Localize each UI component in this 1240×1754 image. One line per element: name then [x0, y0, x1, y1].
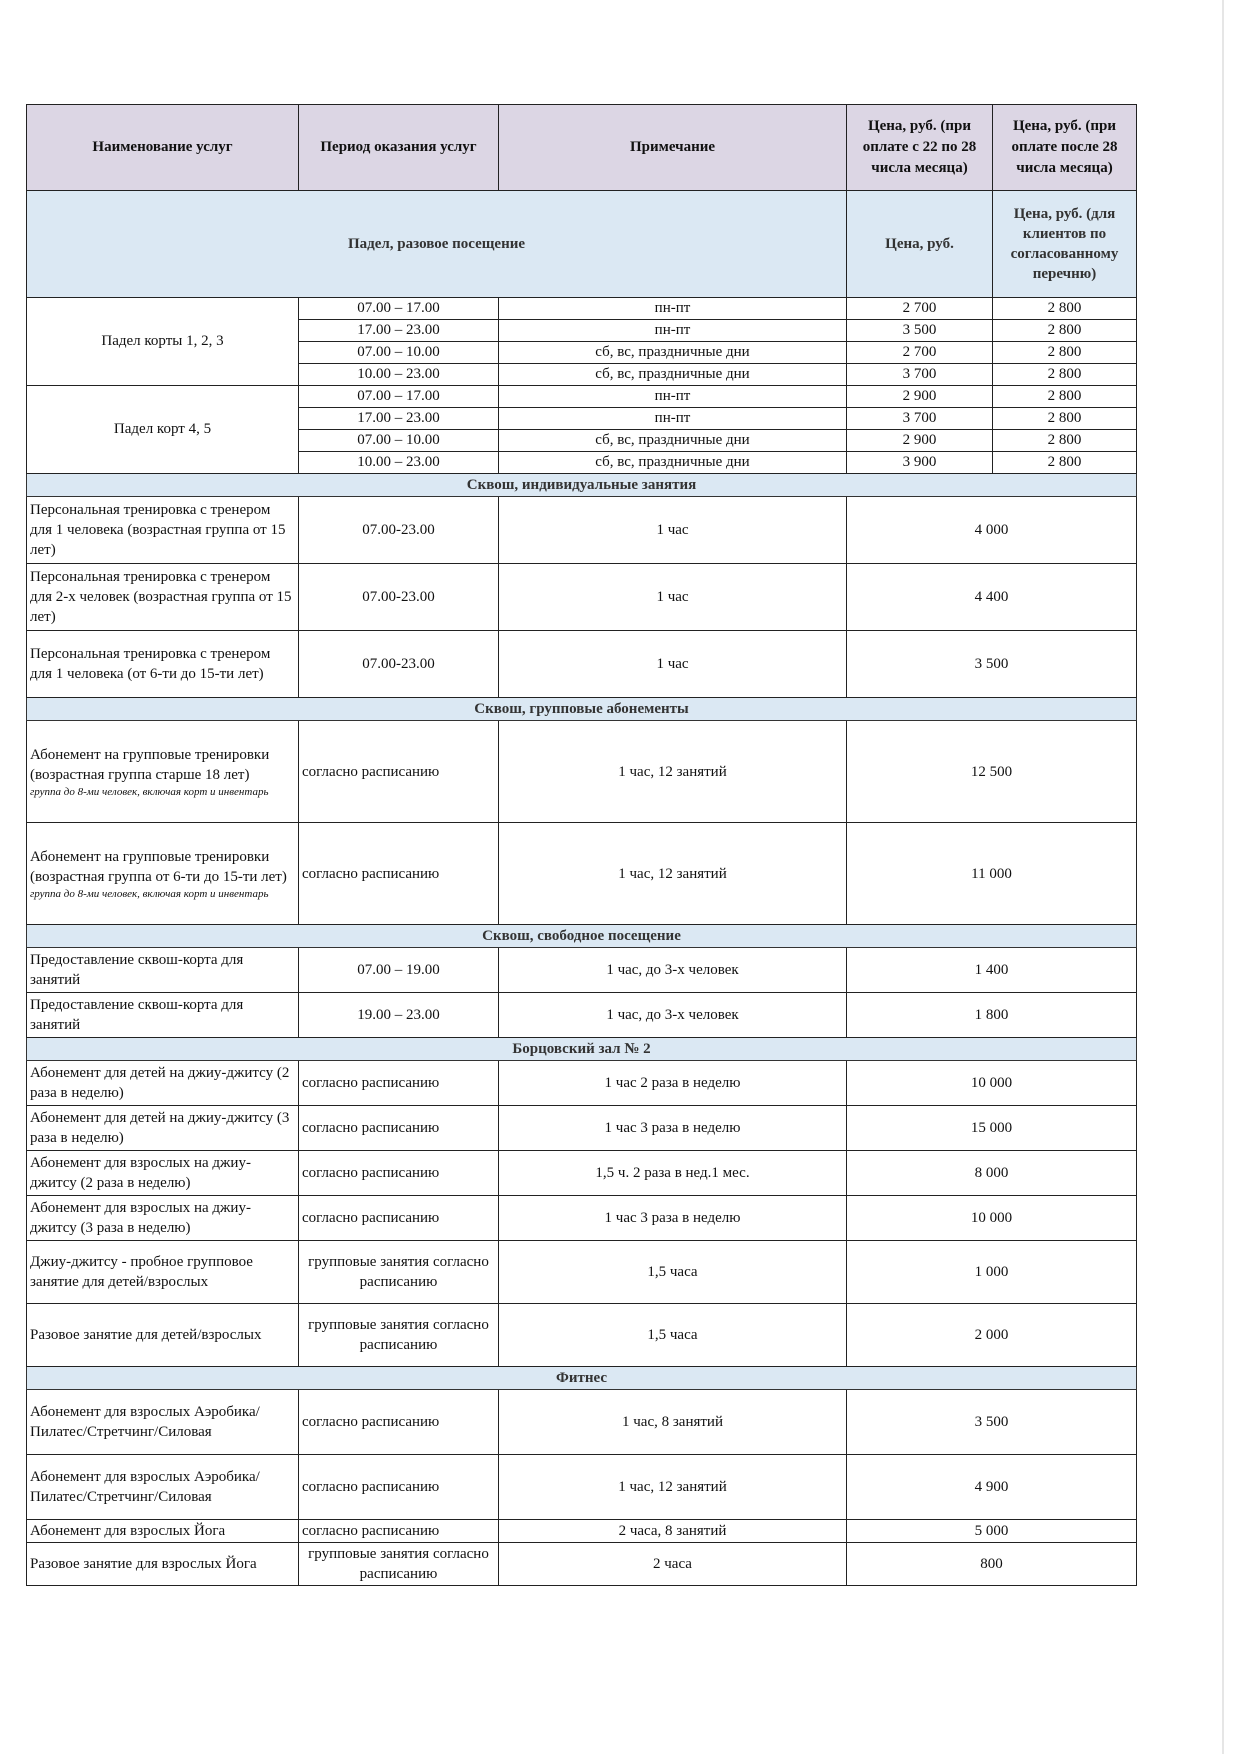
price-cell-2: 2 800: [993, 386, 1137, 408]
price-cell: 2 700: [847, 298, 993, 320]
service-name-cell: [27, 1106, 299, 1151]
wrestling-section-header: [27, 1038, 1137, 1061]
price-cell: 3 900: [847, 452, 993, 474]
price-cell: 3 500: [847, 631, 1137, 698]
scan-edge-line: [1222, 0, 1224, 1754]
table-row: [27, 993, 1137, 1038]
service-name-cell: [27, 1304, 299, 1367]
period-cell: групповые занятия согласно расписанию: [299, 1304, 499, 1367]
header-price-2: Цена, руб. (при оплате после 28 числа месяца): [993, 105, 1137, 191]
header-price-1: Цена, руб. (при оплате с 22 по 28 числа месяца): [847, 105, 993, 191]
service-name: Предоставление сквош-корта для занятий: [30, 997, 244, 1033]
service-name: Предоставление сквош-корта для занятий: [30, 952, 244, 988]
note-cell: 1,5 ч. 2 раза в нед.1 мес.: [499, 1151, 847, 1196]
note-cell: 2 часа, 8 занятий: [499, 1520, 847, 1543]
table-row: [27, 1304, 1137, 1367]
note-cell: 1 час: [499, 497, 847, 564]
service-name-cell: [27, 948, 299, 993]
price-cell-2: 2 800: [993, 430, 1137, 452]
price-cell: 4 900: [847, 1455, 1137, 1520]
service-name: Абонемент для детей на джиу-джитсу (2 раза в неделю): [30, 1065, 290, 1101]
price-cell: 8 000: [847, 1151, 1137, 1196]
price-cell: 1 000: [847, 1241, 1137, 1304]
period-cell: 19.00 – 23.00: [299, 993, 499, 1038]
period-cell: согласно расписанию: [299, 1106, 499, 1151]
price-cell: 4 000: [847, 497, 1137, 564]
period-cell: 07.00 – 17.00: [299, 298, 499, 320]
table-row: [27, 1520, 1137, 1543]
price-cell: 2 900: [847, 430, 993, 452]
service-name: Разовое занятие для детей/взрослых: [30, 1327, 262, 1343]
service-name: Абонемент для взрослых на джиу-джитсу (2 раза в неделю): [30, 1155, 251, 1191]
note-cell: 1 час 3 раза в неделю: [499, 1196, 847, 1241]
table-row: [27, 1061, 1137, 1106]
period-cell: 07.00 – 10.00: [299, 342, 499, 364]
squash-group-section-title: Сквош, групповые абонементы: [27, 698, 1137, 721]
period-cell: групповые занятия согласно расписанию: [299, 1241, 499, 1304]
service-name-cell: [27, 1520, 299, 1543]
service-name: Персональная тренировка с тренером для 2-х человек (возрастная группа от 15 лет): [30, 569, 292, 625]
price-cell-2: 2 800: [993, 342, 1137, 364]
table-row: [27, 564, 1137, 631]
note-cell: 2 часа: [499, 1543, 847, 1586]
price-cell: 3 500: [847, 320, 993, 342]
table-row: [27, 1390, 1137, 1455]
service-name: Персональная тренировка с тренером для 1 человека (возрастная группа от 15 лет): [30, 502, 286, 558]
period-cell: согласно расписанию: [299, 1061, 499, 1106]
price-cell: 1 400: [847, 948, 1137, 993]
padel-court-name: Падел корты 1, 2, 3: [27, 298, 299, 386]
squash-free-section-header: [27, 925, 1137, 948]
note-cell: сб, вс, праздничные дни: [499, 364, 847, 386]
service-small-note: группа до 8-ми человек, включая корт и инвентарь: [30, 887, 269, 900]
fitness-section-title: Фитнес: [27, 1367, 1137, 1390]
service-name: Абонемент для взрослых Йога: [30, 1523, 226, 1539]
price-list-document: [26, 104, 1136, 1586]
price-cell: 2 700: [847, 342, 993, 364]
price-cell: 3 500: [847, 1390, 1137, 1455]
table-row: [27, 823, 1137, 925]
period-cell: 07.00 – 19.00: [299, 948, 499, 993]
price-cell: 2 900: [847, 386, 993, 408]
period-cell: согласно расписанию: [299, 1196, 499, 1241]
price-cell-2: 2 800: [993, 408, 1137, 430]
table-row: [27, 497, 1137, 564]
service-name: Абонемент на групповые тренировки (возрастная группа старше 18 лет): [30, 746, 270, 783]
note-cell: 1 час, 12 занятий: [499, 1455, 847, 1520]
price-cell-2: 2 800: [993, 364, 1137, 386]
price-cell-2: 2 800: [993, 452, 1137, 474]
table-row: [27, 298, 1137, 320]
service-name-cell: [27, 631, 299, 698]
padel-price-1-label: Цена, руб.: [847, 191, 993, 298]
price-cell: 10 000: [847, 1061, 1137, 1106]
price-cell: 800: [847, 1543, 1137, 1586]
note-cell: 1 час, до 3-х человек: [499, 993, 847, 1038]
period-cell: 10.00 – 23.00: [299, 452, 499, 474]
service-name-cell: [27, 823, 299, 925]
service-name-cell: [27, 497, 299, 564]
service-name: Разовое занятие для взрослых Йога: [30, 1556, 257, 1572]
service-name: Абонемент на групповые тренировки (возрастная группа от 6-ти до 15-ти лет): [30, 848, 287, 885]
period-cell: 10.00 – 23.00: [299, 364, 499, 386]
note-cell: пн-пт: [499, 408, 847, 430]
service-name-cell: [27, 1543, 299, 1586]
service-name-cell: [27, 1061, 299, 1106]
period-cell: 07.00 – 17.00: [299, 386, 499, 408]
note-cell: 1 час, до 3-х человек: [499, 948, 847, 993]
note-cell: сб, вс, праздничные дни: [499, 452, 847, 474]
price-cell-2: 2 800: [993, 320, 1137, 342]
price-cell: 10 000: [847, 1196, 1137, 1241]
note-cell: 1,5 часа: [499, 1304, 847, 1367]
price-cell: 5 000: [847, 1520, 1137, 1543]
service-name: Джиу-джитсу - пробное групповое занятие для детей/взрослых: [30, 1254, 253, 1290]
note-cell: сб, вс, праздничные дни: [499, 430, 847, 452]
table-row: [27, 1241, 1137, 1304]
header-period: Период оказания услуг: [299, 105, 499, 191]
period-cell: согласно расписанию: [299, 1151, 499, 1196]
period-cell: групповые занятия согласно расписанию: [299, 1543, 499, 1586]
price-cell: 2 000: [847, 1304, 1137, 1367]
price-table: [26, 104, 1137, 1586]
price-cell: 11 000: [847, 823, 1137, 925]
service-name-cell: [27, 564, 299, 631]
note-cell: 1 час, 12 занятий: [499, 721, 847, 823]
service-name-cell: [27, 1390, 299, 1455]
service-small-note: группа до 8-ми человек, включая корт и инвентарь: [30, 785, 269, 798]
header-service-name: Наименование услуг: [27, 105, 299, 191]
note-cell: пн-пт: [499, 320, 847, 342]
wrestling-section-title: Борцовский зал № 2: [27, 1038, 1137, 1061]
period-cell: согласно расписанию: [299, 823, 499, 925]
note-cell: 1 час, 12 занятий: [499, 823, 847, 925]
table-row: [27, 1455, 1137, 1520]
service-name-cell: [27, 1196, 299, 1241]
squash-free-section-title: Сквош, свободное посещение: [27, 925, 1137, 948]
service-name-cell: [27, 993, 299, 1038]
table-row: [27, 1106, 1137, 1151]
note-cell: сб, вс, праздничные дни: [499, 342, 847, 364]
period-cell: согласно расписанию: [299, 1520, 499, 1543]
squash-individual-section-title: Сквош, индивидуальные занятия: [27, 474, 1137, 497]
period-cell: согласно расписанию: [299, 1390, 499, 1455]
period-cell: 17.00 – 23.00: [299, 320, 499, 342]
price-cell: 3 700: [847, 364, 993, 386]
service-name: Абонемент для взрослых на джиу-джитсу (3 раза в неделю): [30, 1200, 251, 1236]
note-cell: пн-пт: [499, 386, 847, 408]
table-header-row: [27, 105, 1137, 191]
service-name: Персональная тренировка с тренером для 1 человека (от 6-ти до 15-ти лет): [30, 646, 271, 682]
squash-group-section-header: [27, 698, 1137, 721]
table-row: [27, 721, 1137, 823]
service-name-cell: [27, 721, 299, 823]
price-cell: 1 800: [847, 993, 1137, 1038]
fitness-section-header: [27, 1367, 1137, 1390]
squash-individual-section-header: [27, 474, 1137, 497]
padel-section-header: [27, 191, 1137, 298]
service-name-cell: [27, 1455, 299, 1520]
period-cell: согласно расписанию: [299, 721, 499, 823]
service-name: Абонемент для взрослых Аэробика/Пилатес/Стретчинг/Силовая: [30, 1404, 260, 1440]
note-cell: 1 час 3 раза в неделю: [499, 1106, 847, 1151]
table-row: [27, 1196, 1137, 1241]
table-row: [27, 1151, 1137, 1196]
note-cell: 1 час: [499, 631, 847, 698]
service-name: Абонемент для детей на джиу-джитсу (3 раза в неделю): [30, 1110, 290, 1146]
period-cell: 17.00 – 23.00: [299, 408, 499, 430]
period-cell: 07.00-23.00: [299, 564, 499, 631]
note-cell: 1 час: [499, 564, 847, 631]
price-cell-2: 2 800: [993, 298, 1137, 320]
table-row: [27, 948, 1137, 993]
period-cell: 07.00-23.00: [299, 631, 499, 698]
table-row: [27, 386, 1137, 408]
period-cell: 07.00 – 10.00: [299, 430, 499, 452]
service-name-cell: [27, 1151, 299, 1196]
table-row: [27, 631, 1137, 698]
price-cell: 4 400: [847, 564, 1137, 631]
period-cell: 07.00-23.00: [299, 497, 499, 564]
padel-price-2-label: Цена, руб. (для клиентов по согласованному перечню): [993, 191, 1137, 298]
service-name-cell: [27, 1241, 299, 1304]
note-cell: 1 час, 8 занятий: [499, 1390, 847, 1455]
note-cell: 1,5 часа: [499, 1241, 847, 1304]
price-cell: 12 500: [847, 721, 1137, 823]
padel-section-title: Падел, разовое посещение: [27, 191, 847, 298]
price-cell: 3 700: [847, 408, 993, 430]
note-cell: 1 час 2 раза в неделю: [499, 1061, 847, 1106]
table-row: [27, 1543, 1137, 1586]
header-note: Примечание: [499, 105, 847, 191]
price-cell: 15 000: [847, 1106, 1137, 1151]
note-cell: пн-пт: [499, 298, 847, 320]
period-cell: согласно расписанию: [299, 1455, 499, 1520]
service-name: Абонемент для взрослых Аэробика/Пилатес/Стретчинг/Силовая: [30, 1469, 260, 1505]
padel-court-name: Падел корт 4, 5: [27, 386, 299, 474]
